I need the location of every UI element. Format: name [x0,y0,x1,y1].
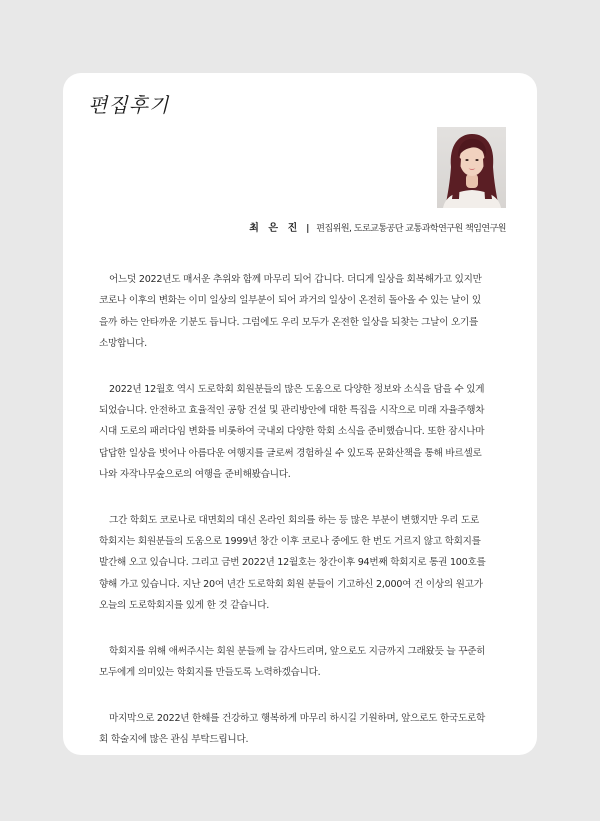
paragraph-line: 그간 학회도 코로나로 대면회의 대신 온라인 회의를 하는 등 많은 부분이 변했지만 우리 도로 [109,514,480,526]
page-title: 편집후기 [88,93,170,117]
author-portrait-photo [437,127,506,208]
paragraph-line: 되었습니다. 안전하고 효율적인 공항 건설 및 관리방안에 대한 특집을 시작으로 미래 자율주행차 [99,405,485,417]
paragraph-line: 향해 가고 있습니다. 지난 20여 년간 도로학회 회원 분들이 기고하신 2,000여 건 이상의 원고가 [99,578,483,590]
paragraph-line: 학회지를 위해 애써주시는 회원 분들께 늘 감사드리며, 앞으로도 지금까지 그래왔듯 늘 꾸준히 [109,645,486,657]
paragraph-line: 2022년 12월호 역시 도로학회 회원분들의 많은 도움으로 다양한 정보와 소식을 담을 수 있게 [109,383,485,395]
paragraph-line: 학회지는 회원분들의 도움으로 1999년 창간 이후 코로나 중에도 한 번도 거르지 않고 학회지를 [99,536,481,548]
paragraph-4 [99,641,505,684]
paragraph-3 [99,510,505,617]
paragraph-line: 코로나 이후의 변화는 이미 일상의 일부분이 되어 과거의 일상이 온전히 돌아올 수 있는 날이 있 [99,295,481,307]
paragraph-line: 소망합니다. [99,338,147,350]
author-byline [249,219,506,234]
paragraph-line: 시대 도로의 패러다임 변화를 비롯하여 국내외 다양한 학회 소식을 준비했습니다. 또한 잠시나마 [99,426,485,438]
paragraph-line: 오늘의 도로학회지를 있게 한 것 같습니다. [99,600,270,612]
paragraph-line: 을까 하는 안타까운 기분도 듭니다. 그럼에도 우리 모두가 온전한 일상을 되찾는 그날이 오기를 [99,316,479,328]
paragraph-line: 발간해 오고 있습니다. 그리고 금번 2022년 12월호는 창간이후 94번째 학회지로 통권 100호를 [99,557,486,569]
editorial-body [99,269,505,774]
author-name: 최 은 진 [249,223,301,234]
author-role: 편집위원, 도로교통공단 교통과학연구원 책임연구원 [316,224,506,234]
editorial-card [63,73,537,755]
paragraph-1 [99,269,505,355]
paragraph-5 [99,708,505,751]
paragraph-line: 모두에게 의미있는 학회지를 만들도록 노력하겠습니다. [99,667,321,679]
paragraph-line: 나와 자작나무숲으로의 여행을 준비해봤습니다. [99,469,291,481]
paragraph-line: 답답한 일상을 벗어나 아름다운 여행지를 글로써 경험하실 수 있도록 문화산책을 통해 바르셀로 [99,447,482,459]
paragraph-line: 어느덧 2022년도 매서운 추위와 함께 마무리 되어 갑니다. 더디게 일상을 회복해가고 있지만 [109,274,482,285]
paragraph-line: 마지막으로 2022년 한해를 건강하고 행복하게 마무리 하시길 기원하며, 앞으로도 한국도로학 [109,712,486,724]
byline-separator: | [306,224,310,234]
paragraph-line: 회 학술지에 많은 관심 부탁드립니다. [99,733,249,745]
paragraph-2 [99,379,505,486]
